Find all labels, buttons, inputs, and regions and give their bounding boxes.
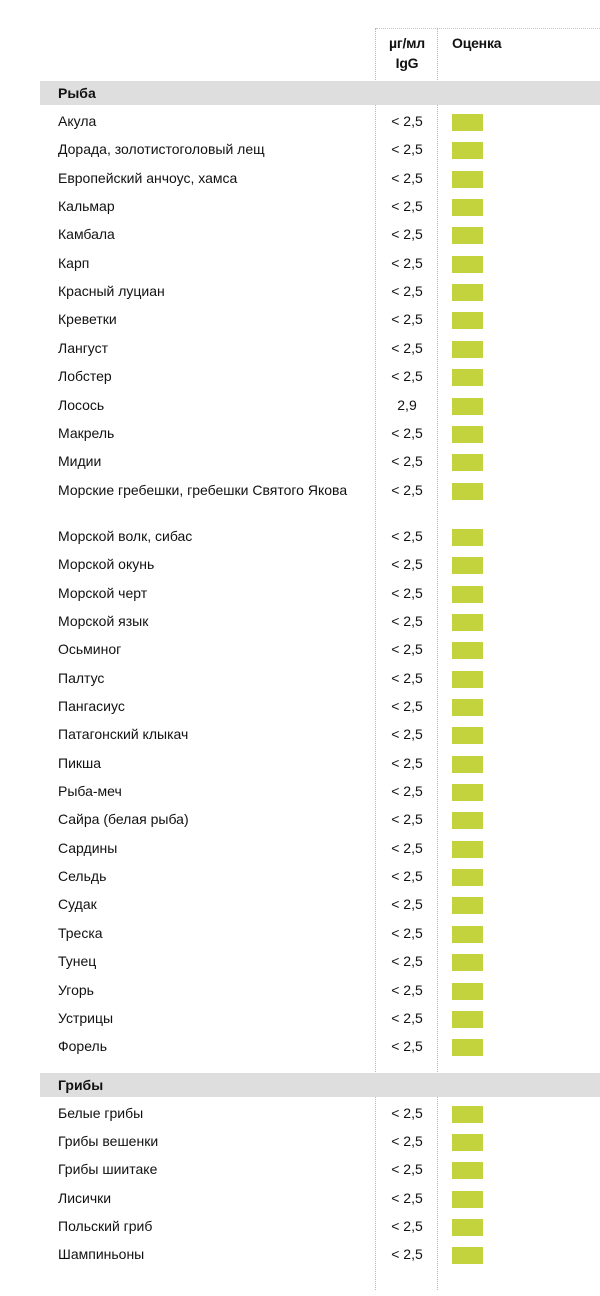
score-indicator (452, 586, 483, 603)
score-indicator (452, 142, 483, 159)
score-indicator (452, 756, 483, 773)
unit-label: µг/мл (388, 35, 426, 51)
allergen-name: Патагонский клыкач (58, 726, 189, 743)
score-indicator (452, 926, 483, 943)
allergen-name: Лобстер (58, 368, 112, 385)
column-header-score: Оценка (452, 35, 502, 51)
allergen-name: Пангасиус (58, 698, 125, 714)
allergen-name: Тунец (58, 953, 97, 970)
allergen-name: Морской волк, сибас (58, 527, 193, 544)
score-indicator (452, 812, 483, 829)
igg-value: < 2,5 (391, 113, 423, 129)
allergen-name: Грибы шиитаке (58, 1161, 158, 1178)
allergen-name: Польский гриб (58, 1217, 153, 1234)
allergen-name: Сельдь (58, 868, 107, 885)
allergen-name: Белые грибы (58, 1104, 144, 1121)
section-title: Грибы (58, 1076, 104, 1093)
allergen-name: Кальмар (58, 198, 115, 215)
score-indicator (452, 954, 483, 971)
igg-value: < 2,5 (391, 924, 423, 941)
score-indicator (452, 1247, 483, 1264)
score-indicator (452, 1219, 483, 1236)
igg-value: < 2,5 (391, 839, 423, 856)
allergen-name: Морской окунь (58, 556, 155, 573)
allergen-name: Карп (58, 254, 90, 271)
allergen-name: Палтус (58, 669, 105, 686)
allergen-name: Сардины (58, 839, 118, 856)
allergen-name: Красный луциан (58, 283, 165, 300)
score-indicator (452, 398, 483, 415)
score-indicator (452, 841, 483, 858)
score-indicator (452, 454, 483, 471)
igg-value: < 2,5 (391, 527, 423, 544)
igg-value: < 2,5 (391, 811, 423, 828)
allergen-name: Морской язык (58, 612, 149, 629)
column-header-unit (378, 33, 436, 73)
igg-value: < 2,5 (391, 783, 423, 800)
allergen-name: Рыба-меч (58, 783, 122, 800)
allergen-name: Шампиньоны (58, 1246, 145, 1263)
allergen-name: Дорада, золотистоголовый лещ (58, 141, 265, 158)
igg-value: < 2,5 (391, 868, 423, 885)
igg-value: < 2,5 (391, 283, 423, 300)
allergen-name: Пикша (58, 754, 102, 771)
igg-value: < 2,5 (391, 584, 423, 601)
unit-type-label: IgG (395, 55, 419, 71)
igg-value: < 2,5 (391, 481, 423, 498)
score-indicator (452, 983, 483, 1000)
allergen-name: Европейский анчоус, хамса (58, 169, 238, 186)
allergen-name: Лосось (58, 396, 105, 413)
igg-value: < 2,5 (391, 226, 423, 243)
table-top-border (376, 28, 600, 29)
allergen-name: Судак (58, 896, 97, 913)
allergen-name: Акула (58, 113, 97, 129)
igg-value: < 2,5 (391, 981, 423, 998)
allergen-name: Мидии (58, 453, 102, 470)
score-indicator (452, 529, 483, 546)
allergen-name: Треска (58, 924, 103, 941)
allergen-name: Креветки (58, 311, 117, 328)
score-indicator (452, 1039, 483, 1056)
allergen-name: Угорь (58, 981, 94, 998)
score-indicator (452, 869, 483, 886)
score-indicator (452, 341, 483, 358)
score-indicator (452, 227, 483, 244)
allergen-name: Сайра (белая рыба) (58, 811, 189, 828)
igg-value: < 2,5 (391, 1217, 423, 1234)
score-indicator (452, 1191, 483, 1208)
igg-value: < 2,5 (391, 1009, 423, 1026)
score-indicator (452, 114, 483, 131)
igg-value: < 2,5 (391, 254, 423, 271)
igg-value: < 2,5 (391, 612, 423, 629)
score-indicator (452, 727, 483, 744)
section-title: Рыба (58, 85, 96, 101)
allergen-name: Лисички (58, 1189, 112, 1206)
score-indicator (452, 1162, 483, 1179)
score-indicator (452, 1134, 483, 1151)
igg-value: < 2,5 (391, 953, 423, 970)
igg-value: < 2,5 (391, 453, 423, 470)
column-divider-score (437, 28, 438, 1290)
igg-value: < 2,5 (391, 754, 423, 771)
score-indicator (452, 284, 483, 301)
igg-value: < 2,5 (391, 368, 423, 385)
igg-value: < 2,5 (391, 169, 423, 186)
column-divider-value (375, 28, 376, 1290)
igg-value: < 2,5 (391, 1189, 423, 1206)
score-indicator (452, 199, 483, 216)
score-indicator (452, 557, 483, 574)
score-indicator (452, 1011, 483, 1028)
allergen-name: Форель (58, 1038, 107, 1055)
igg-value: < 2,5 (391, 1104, 423, 1121)
igg-value: < 2,5 (391, 1161, 423, 1178)
allergen-name: Осьминог (58, 641, 122, 658)
allergen-name: Устрицы (58, 1009, 114, 1026)
igg-value: < 2,5 (391, 698, 423, 714)
score-indicator (452, 483, 483, 500)
score-indicator (452, 171, 483, 188)
score-indicator (452, 312, 483, 329)
igg-value: < 2,5 (391, 1246, 423, 1263)
score-indicator (452, 1106, 483, 1123)
score-indicator (452, 699, 483, 716)
score-indicator (452, 256, 483, 273)
igg-value: < 2,5 (391, 896, 423, 913)
score-indicator (452, 784, 483, 801)
igg-value: < 2,5 (391, 641, 423, 658)
igg-value: < 2,5 (391, 198, 423, 215)
allergen-name: Камбала (58, 226, 115, 243)
igg-value: < 2,5 (391, 424, 423, 441)
allergen-name: Грибы вешенки (58, 1132, 159, 1149)
score-indicator (452, 614, 483, 631)
igg-value: < 2,5 (391, 669, 423, 686)
igg-value: < 2,5 (391, 726, 423, 743)
igg-value: < 2,5 (391, 339, 423, 356)
score-indicator (452, 642, 483, 659)
igg-value: < 2,5 (391, 1038, 423, 1055)
allergen-name: Морские гребешки, гребешки Святого Якова (58, 481, 348, 498)
igg-value: < 2,5 (391, 141, 423, 158)
score-indicator (452, 426, 483, 443)
igg-value: < 2,5 (391, 311, 423, 328)
igg-value: < 2,5 (391, 556, 423, 573)
score-indicator (452, 369, 483, 386)
section-header (40, 81, 600, 105)
section-header (40, 1073, 600, 1097)
allergen-name: Макрель (58, 424, 115, 441)
igg-value: < 2,5 (391, 1132, 423, 1149)
allergen-name: Лангуст (58, 339, 109, 356)
score-indicator (452, 897, 483, 914)
allergen-name: Морской черт (58, 584, 148, 601)
igg-value: 2,9 (397, 396, 417, 413)
score-indicator (452, 671, 483, 688)
